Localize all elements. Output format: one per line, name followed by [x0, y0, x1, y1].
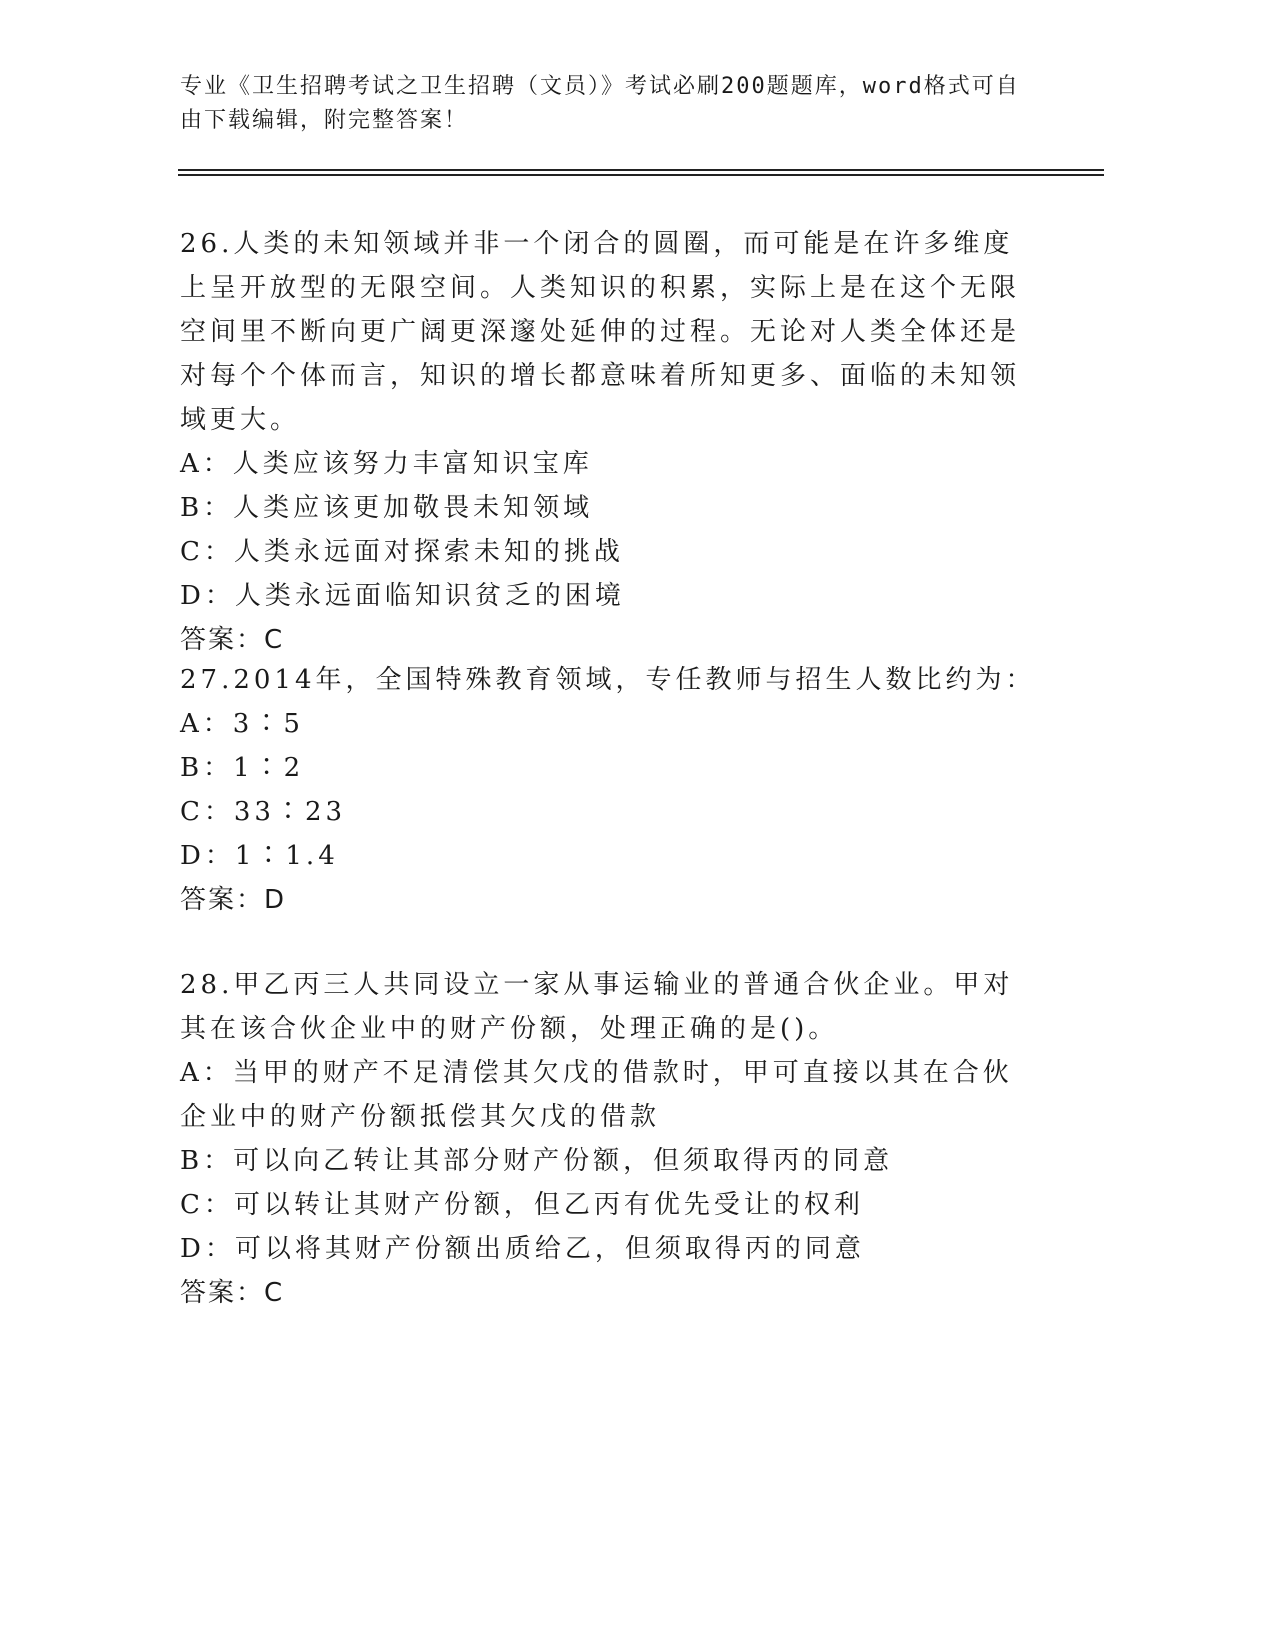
answer: 答案：C: [180, 1278, 285, 1308]
document-header: [180, 70, 1040, 138]
header-text: 专业《卫生招聘考试之卫生招聘（文员）》考试必刷200题题库，word格式可自由下载编辑，附完整答案！: [180, 74, 1020, 133]
answer: 答案：D: [180, 885, 287, 915]
option-b: B：1∶2: [180, 753, 305, 783]
option-d: D：可以将其财产份额出质给乙，但须取得丙的同意: [180, 1234, 865, 1264]
question-26: [180, 222, 1040, 662]
option-a: A：3∶5: [180, 709, 304, 739]
option-c: C：33∶23: [180, 797, 347, 827]
question-27: [180, 658, 1040, 922]
option-b: B：可以向乙转让其部分财产份额，但须取得丙的同意: [180, 1146, 894, 1176]
question-stem: 28.甲乙丙三人共同设立一家从事运输业的普通合伙企业。甲对其在该合伙企业中的财产份额，处理正确的是()。: [180, 970, 1014, 1044]
question-stem: 26.人类的未知领域并非一个闭合的圆圈，而可能是在许多维度上呈开放型的无限空间。人类知识的积累，实际上是在这个无限空间里不断向更广阔更深邃处延伸的过程。无论对人类全体还是对每个个体而言，知识的增长都意味着所知更多、面临的未知领域更大。: [180, 229, 1021, 435]
option-a: A：人类应该努力丰富知识宝库: [180, 449, 593, 479]
question-28: [180, 963, 1040, 1315]
option-a: A：当甲的财产不足清偿其欠戊的借款时，甲可直接以其在合伙企业中的财产份额抵偿其欠戊的借款: [180, 1058, 1013, 1132]
option-d: D：1∶1.4: [180, 841, 339, 871]
option-d: D：人类永远面临知识贫乏的困境: [180, 581, 625, 611]
answer: 答案：C: [180, 625, 285, 655]
option-c: C：人类永远面对探索未知的挑战: [180, 537, 624, 567]
question-stem: 27.2014年，全国特殊教育领域，专任教师与招生人数比约为：: [180, 665, 1036, 695]
option-c: C：可以转让其财产份额，但乙丙有优先受让的权利: [180, 1190, 864, 1220]
option-b: B：人类应该更加敬畏未知领域: [180, 493, 594, 523]
header-rule-bottom: [178, 174, 1104, 176]
header-rule-top: [178, 169, 1104, 171]
